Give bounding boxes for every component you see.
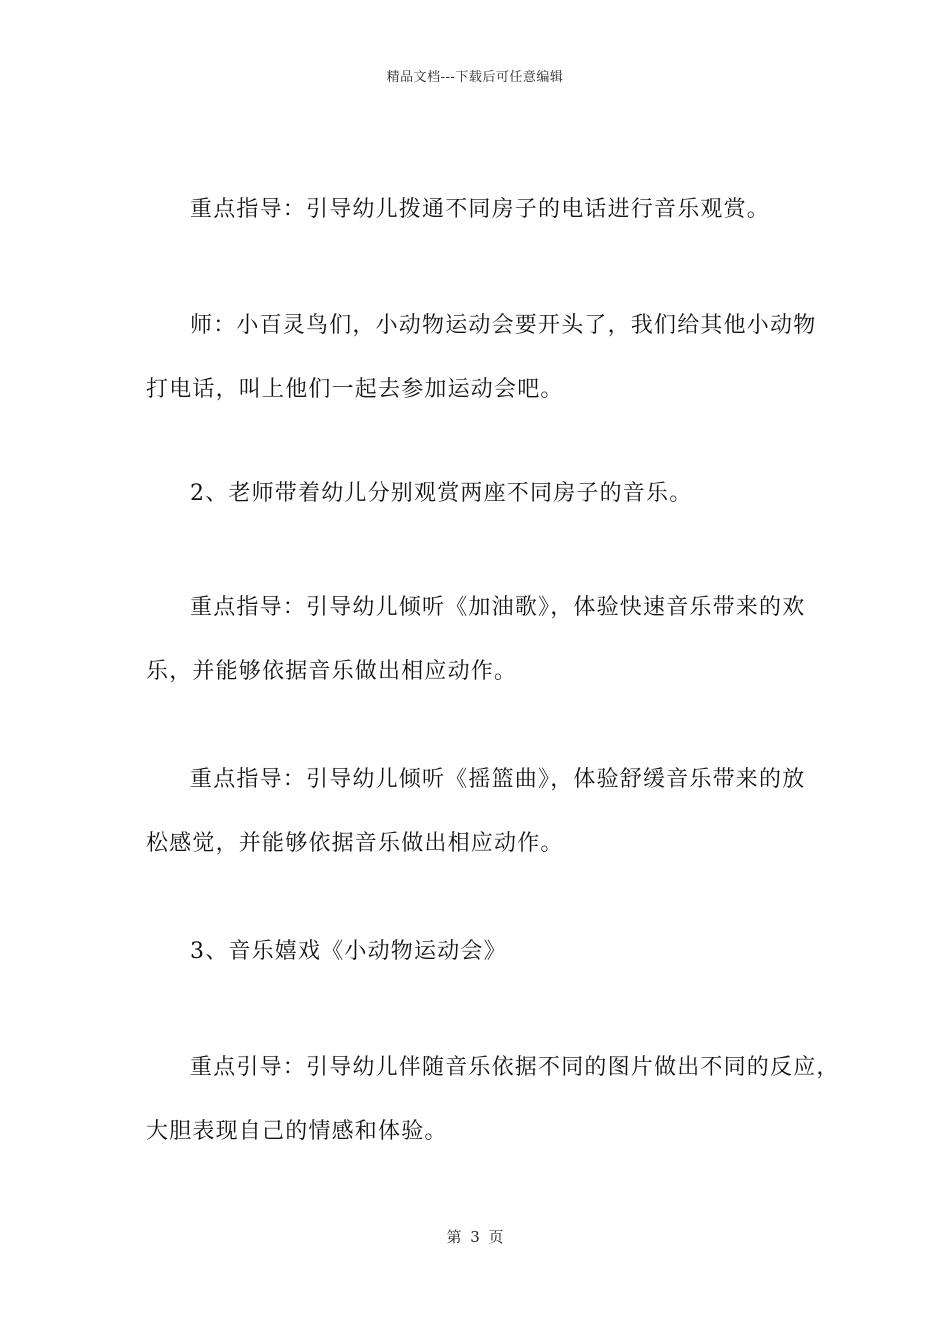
page-header: 精品文档---下载后可任意编辑	[386, 70, 564, 85]
paragraph-teacher-speech	[146, 294, 826, 422]
paragraph-line: 重点指导：引导幼儿倾听《加油歌》，体验快速音乐带来的欢	[190, 595, 806, 620]
paragraph-key-guidance-phone	[146, 178, 826, 242]
paragraph-line: 重点指导：引导幼儿倾听《摇篮曲》，体验舒缓音乐带来的放	[190, 767, 806, 792]
paragraph-key-guidance-lullaby	[146, 748, 826, 876]
paragraph-line: 松感觉，并能够依据音乐做出相应动作。	[146, 831, 564, 856]
paragraph-line: 重点指导：引导幼儿拨通不同房子的电话进行音乐观赏。	[190, 197, 771, 222]
paragraph-line: 大胆表现自己的情感和体验。	[146, 1119, 448, 1144]
paragraph-line: 师：小百灵鸟们，小动物运动会要开头了，我们给其他小动物	[190, 313, 817, 338]
paragraph-line: 乐，并能够依据音乐做出相应动作。	[146, 659, 518, 684]
paragraph-line: 2、老师带着幼儿分别观赏两座不同房子的音乐。	[190, 481, 693, 506]
paragraph-key-guidance-pictures	[146, 1036, 840, 1164]
paragraph-key-guidance-cheer-song	[146, 576, 826, 704]
paragraph-line: 3、音乐嬉戏《小动物运动会》	[190, 939, 507, 964]
paragraph-line: 打电话，叫上他们一起去参加运动会吧。	[146, 377, 564, 402]
page-number: 第 3 页	[446, 1228, 504, 1246]
paragraph-line: 重点引导：引导幼儿伴随音乐依据不同的图片做出不同的反应，	[190, 1055, 840, 1080]
paragraph-step-3	[146, 920, 826, 984]
paragraph-step-2	[146, 462, 826, 526]
